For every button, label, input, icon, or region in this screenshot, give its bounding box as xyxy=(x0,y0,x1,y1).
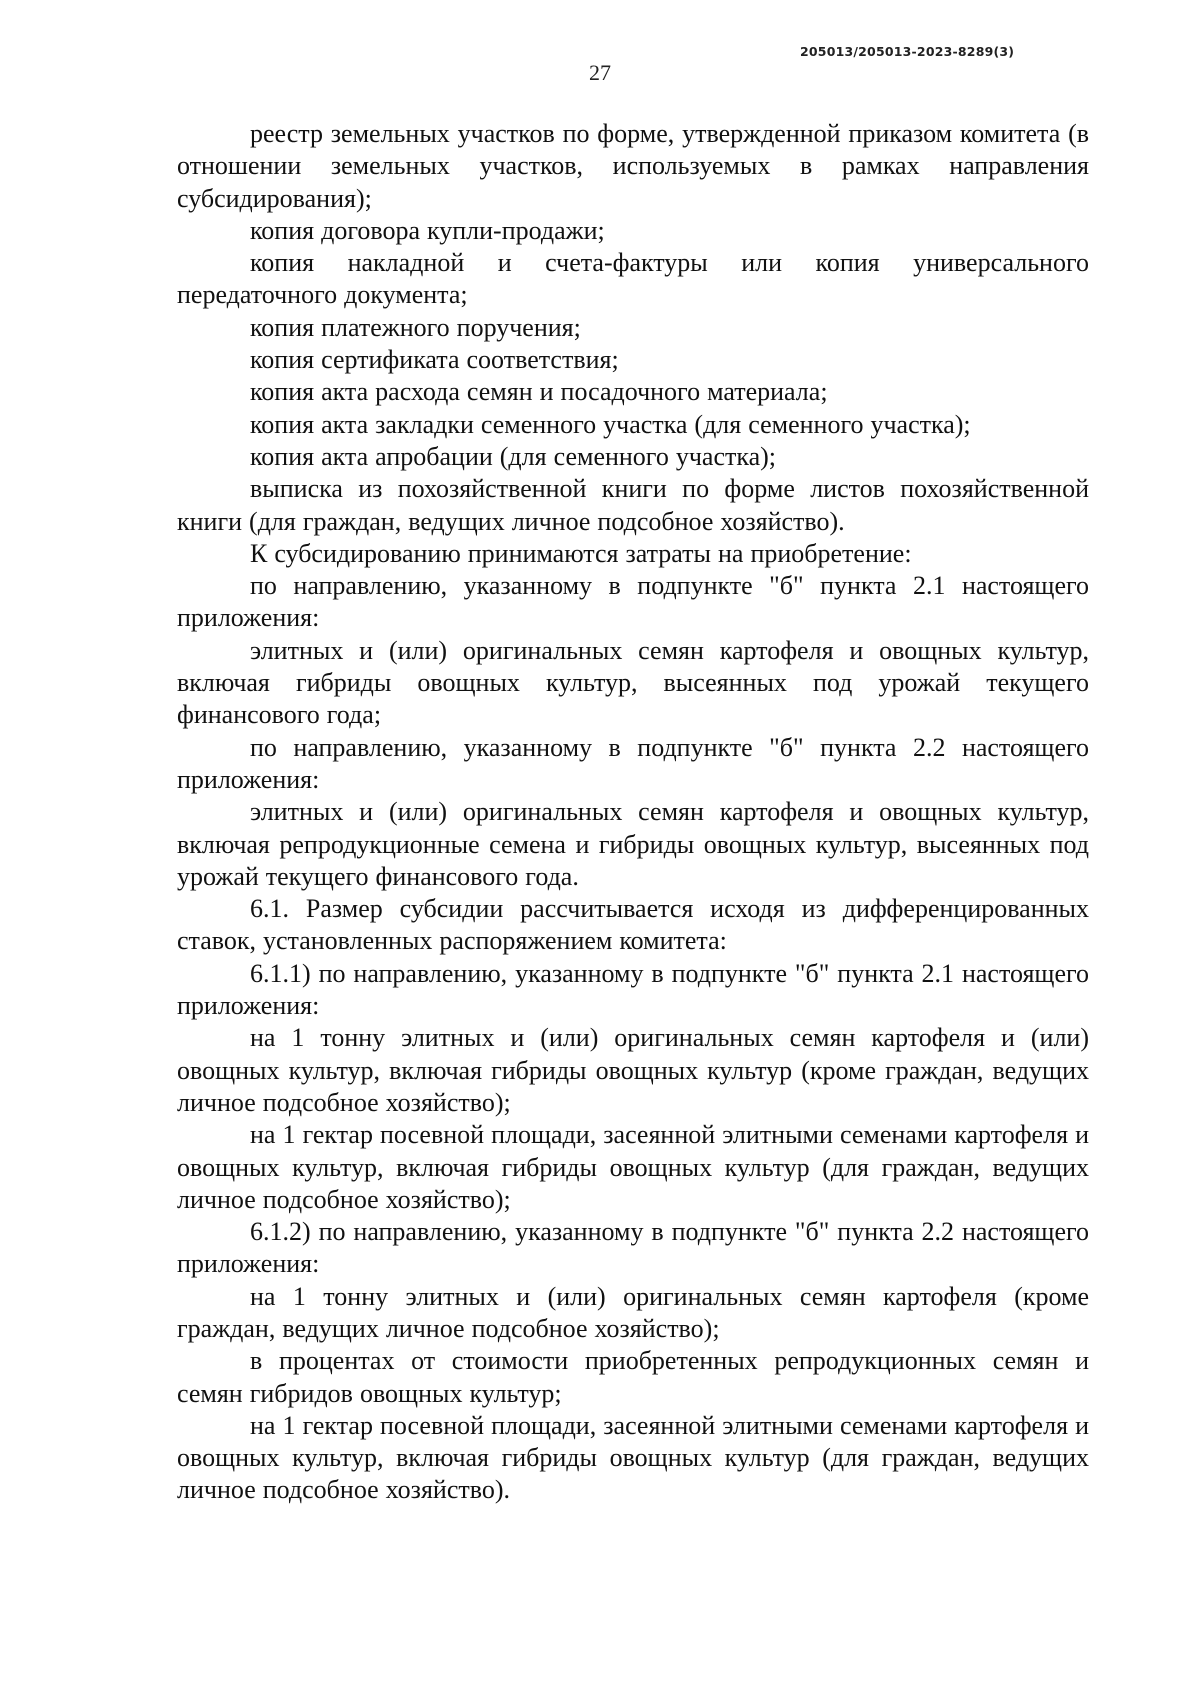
paragraph-percent-cost: в процентах от стоимости приобретенных репродукционных семян и семян гибридов овощных культур; xyxy=(177,1346,1089,1408)
paragraph-invoice-copy: копия накладной и счета-фактуры или копия универсального передаточного документа; xyxy=(177,248,1089,310)
paragraph-6-1-2: 6.1.2) по направлению, указанному в подпункте "б" пункта 2.2 настоящего приложения: xyxy=(177,1217,1089,1279)
paragraph-certificate-copy: копия сертификата соответствия; xyxy=(250,345,619,375)
paragraph-per-hectare-6-1-1: на 1 гектар посевной площади, засеянной элитными семенами картофеля и овощных культур, включая гибриды овощных культур (для граждан, ведущих личное подсобное хозяйство); xyxy=(177,1120,1089,1214)
paragraph-per-tonne-6-1-1: на 1 тонну элитных и (или) оригинальных семян картофеля и (или) овощных культур, включая гибриды овощных культур (кроме граждан, ведущих личное подсобное хозяйство); xyxy=(177,1023,1089,1117)
paragraph-elite-seeds-2-1: элитных и (или) оригинальных семян картофеля и овощных культур, включая гибриды овощных культур, высеянных под урожай текущего финансового года; xyxy=(177,635,1089,730)
paragraph-subsidized-costs: К субсидированию принимаются затраты на приобретение: xyxy=(250,538,912,568)
paragraph-payment-order-copy: копия платежного поручения; xyxy=(250,312,581,342)
paragraph-seed-consumption-act: копия акта расхода семян и посадочного материала; xyxy=(250,377,828,407)
document-body xyxy=(177,118,1089,1507)
paragraph-approbation-act: копия акта апробации (для семенного участка); xyxy=(250,441,777,471)
paragraph-seed-plot-act: копия акта закладки семенного участка (для семенного участка); xyxy=(250,409,971,439)
paragraph-elite-seeds-2-2: элитных и (или) оригинальных семян картофеля и овощных культур, включая репродукционные семена и гибриды овощных культур, высеянных под урожай текущего финансового года. xyxy=(177,797,1089,891)
paragraph-land-registry: реестр земельных участков по форме, утвержденной приказом комитета (в отношении земельных участков, используемых в рамках направления субсидирования); xyxy=(177,119,1089,213)
paragraph-sales-contract-copy: копия договора купли-продажи; xyxy=(250,215,605,245)
page-number: 27 xyxy=(589,60,611,85)
paragraph-direction-2-1: по направлению, указанному в подпункте "б" пункта 2.1 настоящего приложения: xyxy=(177,571,1089,633)
paragraph-6-1: 6.1. Размер субсидии рассчитывается исходя из дифференцированных ставок, установленных распоряжением комитета: xyxy=(177,894,1089,956)
paragraph-6-1-1: 6.1.1) по направлению, указанному в подпункте "б" пункта 2.1 настоящего приложения: xyxy=(177,958,1089,1021)
paragraph-household-book-extract: выписка из похозяйственной книги по форме листов похозяйственной книги (для граждан, ведущих личное подсобное хозяйство). xyxy=(177,474,1089,536)
paragraph-per-tonne-6-1-2: на 1 тонну элитных и (или) оригинальных семян картофеля (кроме граждан, ведущих личное подсобное хозяйство); xyxy=(177,1281,1089,1343)
paragraph-direction-2-2: по направлению, указанному в подпункте "б" пункта 2.2 настоящего приложения: xyxy=(177,732,1089,794)
paragraph-per-hectare-6-1-2: на 1 гектар посевной площади, засеянной элитными семенами картофеля и овощных культур, включая гибриды овощных культур (для граждан, ведущих личное подсобное хозяйство). xyxy=(177,1410,1089,1505)
document-id: 205013/205013-2023-8289(3) xyxy=(800,44,1015,59)
